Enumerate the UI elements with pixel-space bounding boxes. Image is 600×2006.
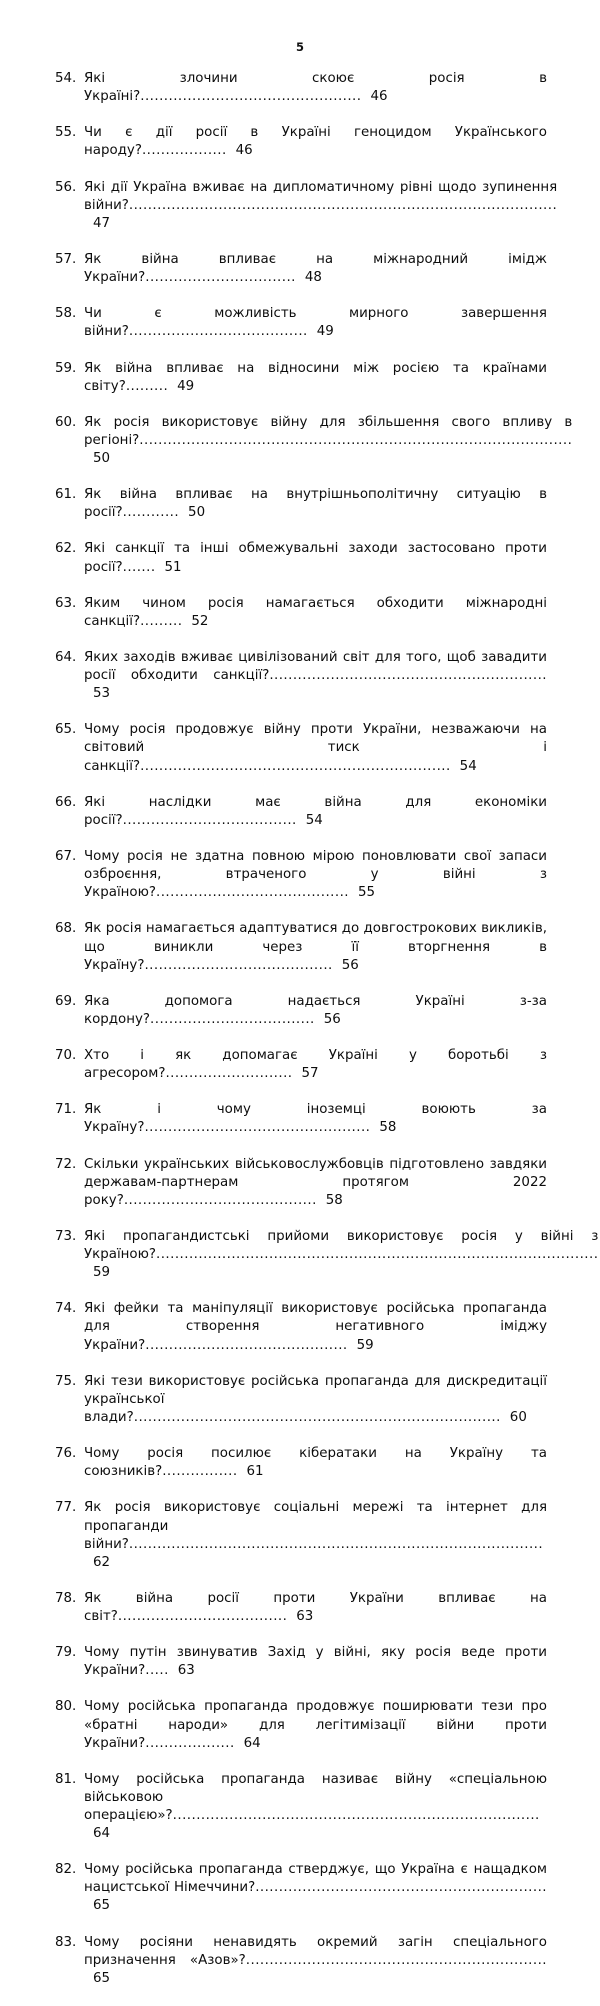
toc-entry-number: 77. <box>55 1500 77 1516</box>
toc-entry-page: 50 <box>92 450 110 466</box>
toc-dot-leader: ................................... <box>150 1011 315 1027</box>
toc-dot-leader: ........................... <box>165 1066 293 1082</box>
toc-entry-title: Чому росія не здатна повною мірою поновлювати свої запаси озброєння, втраченого у війні з Україною? <box>84 849 547 901</box>
toc-entry-title: Чому росія посилює кібератаки на Україну та союзників? <box>84 1446 547 1480</box>
toc-entry[interactable] <box>55 70 547 124</box>
toc-entry-title: Які злочини скоює росія в Україні? <box>84 71 547 105</box>
toc-entry-number: 55. <box>55 125 77 141</box>
toc-entry-number: 61. <box>55 487 77 503</box>
toc-entry[interactable] <box>55 1698 547 1770</box>
toc-entry-page: 50 <box>188 505 206 521</box>
toc-entry-title: Чому путін звинуватив Захід у війні, яку росія веде проти України? <box>84 1645 547 1679</box>
toc-entry-page: 46 <box>235 143 253 159</box>
toc-entry-page: 55 <box>357 885 375 901</box>
toc-entry-title: Скільки українських військовослужбовців підготовлено завдяки державам-партнерам протягом 2022 року? <box>84 1156 547 1208</box>
toc-entry-title: Які дії Україна вживає на дипломатичному рівні щодо зупинення війни? <box>84 179 558 213</box>
toc-entry-page: 65 <box>92 1970 110 1986</box>
toc-entry-title: Чому російська пропаганда продовжує поширювати тези про «братні народи» для легітимізації війни проти України? <box>84 1699 547 1751</box>
toc-dot-leader: ....... <box>122 559 156 575</box>
toc-dot-leader: ......... <box>125 378 169 394</box>
toc-dot-leader: .................. <box>141 143 227 159</box>
toc-entry-body <box>84 595 547 649</box>
toc-entry-body <box>84 1698 547 1770</box>
toc-entry-number: 70. <box>55 1048 77 1064</box>
toc-entry-page: 48 <box>304 270 322 286</box>
toc-entry[interactable] <box>55 414 573 486</box>
toc-entry[interactable] <box>55 993 547 1047</box>
toc-entry-body <box>84 794 547 848</box>
toc-entry-page: 52 <box>191 613 209 629</box>
toc-entry-number: 56. <box>55 179 77 195</box>
toc-entry-body <box>84 486 547 540</box>
toc-entry-body <box>84 1373 547 1445</box>
toc-entry-body <box>84 540 547 594</box>
toc-entry-number: 69. <box>55 993 77 1009</box>
toc-entry-number: 71. <box>55 1102 77 1118</box>
toc-entry-page: 65 <box>92 1898 110 1914</box>
toc-dot-leader: ......................................... <box>123 1192 317 1208</box>
toc-entry[interactable] <box>55 649 547 721</box>
toc-entry-page: 56 <box>341 957 359 973</box>
toc-dot-leader: ..... <box>145 1663 169 1679</box>
toc-dot-leader: .............................................................. <box>255 1880 547 1896</box>
toc-entry-page: 61 <box>246 1464 264 1480</box>
toc-entry-page: 64 <box>243 1735 261 1751</box>
toc-entry-title: Яка допомога надається Україні з-за кордону? <box>84 993 547 1027</box>
toc-entry-title: Як росія використовує війну для збільшення свого впливу в регіоні? <box>84 414 573 448</box>
toc-dot-leader: .............................................................................. <box>133 1409 501 1425</box>
toc-dot-leader: ............................................................................................ <box>139 432 573 448</box>
toc-entry[interactable] <box>55 1445 547 1499</box>
toc-entry-body <box>84 920 547 992</box>
toc-dot-leader: .............................................................................................. <box>156 1247 599 1263</box>
toc-entry-number: 57. <box>55 251 77 267</box>
page-number: 5 <box>295 40 304 54</box>
toc-entry-body <box>84 1156 547 1228</box>
toc-entry-page: 54 <box>459 758 477 774</box>
toc-entry-number: 54. <box>55 71 77 86</box>
toc-entry-body <box>84 649 547 721</box>
toc-dot-leader: .................................... <box>117 1608 288 1624</box>
toc-entry-body <box>84 1300 547 1372</box>
toc-entry-title: Чому росіяни ненавидять окремий загін спеціального призначення «Азов»? <box>84 1934 547 1968</box>
toc-entry-number: 83. <box>55 1934 77 1950</box>
toc-dot-leader: ........................................................... <box>269 668 547 684</box>
toc-entry-title: Чому росія продовжує війну проти України, незважаючи на світовий тиск і санкції? <box>84 722 547 774</box>
toc-entry-body <box>84 1499 547 1589</box>
toc-dot-leader: ........................................ <box>144 957 333 973</box>
toc-entry[interactable] <box>55 1228 599 1300</box>
toc-entry-number: 60. <box>55 414 77 430</box>
toc-entry-body <box>84 124 547 178</box>
toc-entry-page: 51 <box>164 559 182 575</box>
toc-entry-body <box>84 1047 547 1101</box>
toc-entry-title: Як росія використовує соціальні мережі та інтернет для пропаганди війни? <box>84 1500 547 1552</box>
toc-dot-leader: ................... <box>145 1735 235 1751</box>
toc-entry-body <box>84 305 547 359</box>
toc-entry-body <box>84 1228 598 1300</box>
toc-entry-number: 59. <box>55 360 77 376</box>
toc-entry-number: 67. <box>55 849 77 865</box>
toc-entry[interactable] <box>55 1499 547 1589</box>
toc-entry-body <box>84 414 572 486</box>
toc-entry-body <box>84 1590 547 1644</box>
toc-entry[interactable] <box>55 360 547 414</box>
toc-entry-title: Яким чином росія намагається обходити міжнародні санкції? <box>84 595 547 629</box>
toc-entry[interactable] <box>55 595 547 649</box>
toc-entry-body <box>84 179 557 251</box>
toc-entry-title: Які тези використовує російська пропаганда для дискредитації української влади? <box>84 1373 547 1425</box>
toc-entry-number: 66. <box>55 794 77 810</box>
toc-entry-body <box>84 251 547 305</box>
toc-entry-number: 78. <box>55 1590 77 1606</box>
toc-dot-leader: ...................................... <box>128 324 308 340</box>
toc-entry-number: 80. <box>55 1699 77 1715</box>
toc-entry-number: 72. <box>55 1156 77 1172</box>
toc-entry-body <box>84 1861 547 1933</box>
toc-entry-page: 60 <box>509 1409 527 1425</box>
toc-entry-number: 68. <box>55 921 77 937</box>
toc-dot-leader: ......... <box>140 613 183 629</box>
toc-entry-page: 54 <box>305 812 323 828</box>
toc-entry-title: Яких заходів вживає цивілізований світ для того, щоб завадити росії обходити санкції? <box>84 650 547 684</box>
toc-entry-title: Як війна росії проти України впливає на світ? <box>84 1590 547 1624</box>
toc-dot-leader: ................................ <box>145 270 296 286</box>
toc-dot-leader: ................................................ <box>144 1120 371 1136</box>
toc-entry-page: 56 <box>323 1011 341 1027</box>
toc-dot-leader: ................ <box>162 1464 238 1480</box>
toc-entry-number: 79. <box>55 1645 77 1661</box>
toc-entry[interactable] <box>55 1156 547 1228</box>
toc-entry-title: Як росія намагається адаптуватися до довгострокових викликів, що виникли через її вторгнення в Україну? <box>84 921 547 973</box>
toc-dot-leader: ........................................................................................... <box>128 197 558 213</box>
toc-entry[interactable] <box>55 1934 547 2006</box>
toc-entry-page: 53 <box>92 686 110 702</box>
toc-entry[interactable] <box>55 1771 547 1861</box>
toc-entry-body <box>84 993 547 1047</box>
toc-entry[interactable] <box>55 1047 547 1101</box>
toc-entry-page: 59 <box>356 1337 374 1353</box>
toc-entry[interactable] <box>55 486 547 540</box>
toc-entry-body <box>84 1644 547 1698</box>
toc-entry[interactable] <box>55 251 547 305</box>
toc-dot-leader: .................................................................. <box>140 758 451 774</box>
toc-dot-leader: ............................................... <box>140 89 362 105</box>
toc-dot-leader: ........................................... <box>145 1337 348 1353</box>
toc-entry-page: 63 <box>177 1663 195 1679</box>
toc-entry[interactable] <box>55 179 558 251</box>
toc-entry-body <box>84 70 547 124</box>
toc-entry[interactable] <box>55 1101 547 1155</box>
toc-entry[interactable] <box>55 1300 547 1372</box>
toc-entry-number: 58. <box>55 306 77 322</box>
toc-entry[interactable] <box>55 721 547 793</box>
toc-dot-leader: ................................................................ <box>245 1952 547 1968</box>
toc-entry-body <box>84 721 547 793</box>
toc-entry-number: 74. <box>55 1301 77 1317</box>
toc-entry-title: Хто і як допомагає Україні у боротьбі з агресором? <box>84 1048 547 1082</box>
toc-entry-number: 62. <box>55 541 77 557</box>
toc-entry-page: 57 <box>301 1066 319 1082</box>
toc-entry-body <box>84 1771 547 1861</box>
toc-entry-title: Які наслідки має війна для економіки росії? <box>84 794 547 828</box>
toc-entry-title: Чи є дії росії в Україні геноцидом Українського народу? <box>84 125 547 159</box>
toc-entry-body <box>84 848 547 920</box>
toc-entry[interactable] <box>55 540 547 594</box>
toc-entry-page: 46 <box>370 89 388 105</box>
toc-entry-number: 63. <box>55 595 77 611</box>
toc-entry[interactable] <box>55 848 547 920</box>
toc-entry[interactable] <box>55 1644 547 1698</box>
toc-entry-number: 82. <box>55 1862 77 1878</box>
toc-entry[interactable] <box>55 1590 547 1644</box>
table-of-contents <box>55 70 599 2006</box>
toc-entry[interactable] <box>55 1861 547 1933</box>
toc-entry[interactable] <box>55 794 547 848</box>
toc-entry-page: 58 <box>379 1120 397 1136</box>
toc-entry-title: Які фейки та маніпуляції використовує російська пропаганда для створення негативного іміджу України? <box>84 1301 547 1353</box>
toc-entry-number: 73. <box>55 1229 77 1244</box>
toc-entry-title: Які пропагандистські прийоми використовує росія у війні з Україною? <box>84 1229 599 1263</box>
toc-entry-title: Чому російська пропаганда стверджує, що Україна є нащадком нацистської Німеччини? <box>84 1862 547 1896</box>
toc-dot-leader: .............................................................................. <box>172 1808 540 1823</box>
toc-entry-page: 49 <box>177 378 195 394</box>
toc-entry-body <box>84 1445 547 1499</box>
toc-entry-title: Як війна впливає на внутрішньополітичну ситуацію в росії? <box>84 487 547 521</box>
toc-entry-body <box>84 1101 547 1155</box>
toc-entry-body <box>84 360 547 414</box>
toc-entry-page: 58 <box>325 1192 343 1208</box>
toc-entry-number: 64. <box>55 650 77 665</box>
toc-dot-leader: ........................................................................................ <box>128 1536 544 1552</box>
toc-entry-page: 62 <box>92 1554 110 1570</box>
toc-entry-title: Чи є можливість мирного завершення війни? <box>84 306 547 340</box>
toc-entry-page: 49 <box>316 324 334 340</box>
toc-dot-leader: ..................................... <box>122 812 297 828</box>
toc-entry-number: 76. <box>55 1446 77 1462</box>
toc-entry-page: 64 <box>92 1826 110 1842</box>
toc-dot-leader: ............ <box>122 505 180 521</box>
toc-entry-title: Як і чому іноземці воюють за Україну? <box>84 1102 547 1136</box>
toc-entry-page: 63 <box>296 1608 314 1624</box>
toc-entry-page: 59 <box>92 1265 110 1281</box>
toc-entry-title: Як війна впливає на відносини між росією та країнами світу? <box>84 360 547 394</box>
toc-entry[interactable] <box>55 305 547 359</box>
toc-entry-title: Як війна впливає на міжнародний імідж України? <box>84 251 547 286</box>
toc-entry[interactable] <box>55 1373 547 1445</box>
toc-entry-number: 75. <box>55 1373 77 1389</box>
toc-entry[interactable] <box>55 124 547 178</box>
toc-entry-title: Чому російська пропаганда називає війну «спеціальною військовою операцією»? <box>84 1771 547 1823</box>
toc-entry-number: 81. <box>55 1771 77 1787</box>
toc-entry-body <box>84 1934 547 2006</box>
toc-entry[interactable] <box>55 920 547 992</box>
toc-entry-page: 47 <box>92 215 110 231</box>
toc-entry-number: 65. <box>55 722 77 738</box>
toc-dot-leader: ......................................... <box>156 885 349 901</box>
toc-entry-title: Які санкції та інші обмежувальні заходи застосовано проти росії? <box>84 541 547 575</box>
